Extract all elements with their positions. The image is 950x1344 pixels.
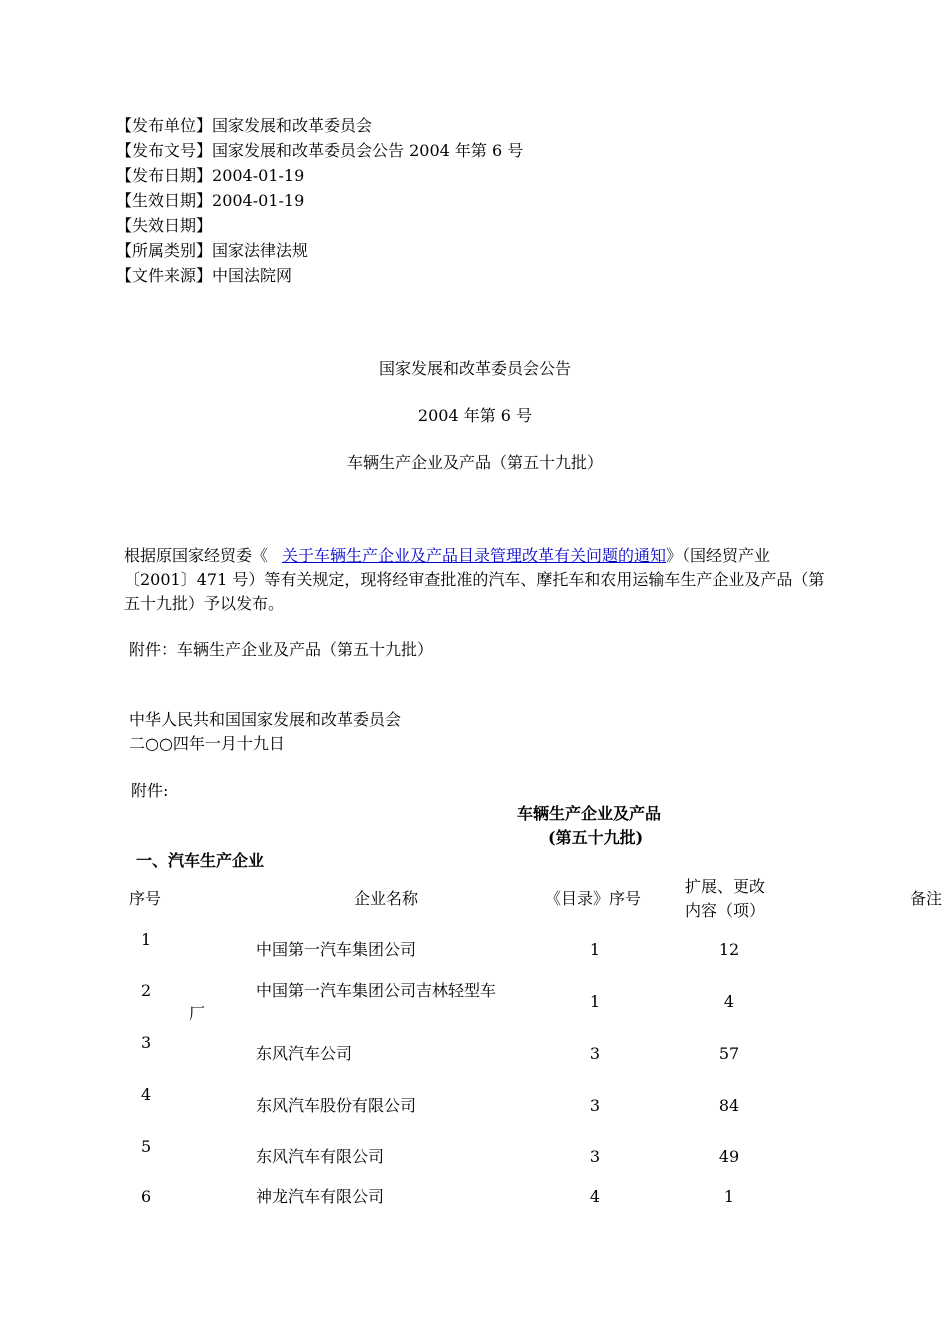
meta-label: 【发布文号】: [116, 141, 213, 160]
meta-label: 【生效日期】: [116, 191, 213, 210]
body-paragraph: [124, 544, 829, 616]
announcement-number: 2004 年第 6 号: [417, 406, 533, 425]
signature-org: 中华人民共和国国家发展和改革委员会: [129, 710, 402, 729]
meta-expiry-date: [116, 216, 212, 236]
row-extension: 49: [718, 1147, 740, 1166]
row-extension: 12: [718, 940, 740, 959]
meta-effective-date: [116, 191, 304, 211]
row-company: 神龙汽车有限公司: [256, 1187, 385, 1206]
meta-value: 国家发展和改革委员会: [212, 116, 373, 135]
header-extension-2: 内容（项）: [685, 901, 766, 920]
header-company: 企业名称: [354, 889, 419, 908]
appendix-label: 附件:: [131, 781, 169, 800]
appendix-batch: (第五十九批): [548, 828, 644, 847]
meta-doc-number: [116, 141, 523, 161]
notice-link[interactable]: 关于车辆生产企业及产品目录管理改革有关问题的通知: [282, 546, 667, 565]
header-seq: 序号: [129, 889, 162, 908]
meta-value: 国家发展和改革委员会公告 2004 年第 6 号: [212, 141, 524, 160]
meta-value: 中国法院网: [212, 266, 293, 285]
row-company: 东风汽车股份有限公司: [256, 1096, 417, 1115]
row-seq: 2: [141, 981, 152, 1000]
meta-issuer: [116, 116, 372, 136]
appendix-title: 车辆生产企业及产品: [517, 804, 662, 823]
meta-issue-date: [116, 166, 304, 186]
attachment-line: 附件：车辆生产企业及产品（第五十九批）: [129, 640, 434, 659]
row-company: 东风汽车有限公司: [256, 1147, 385, 1166]
row-catalog: 1: [589, 940, 601, 959]
row-company-cont: 厂: [189, 1004, 206, 1023]
meta-category: [116, 241, 308, 261]
row-seq: 5: [141, 1137, 152, 1156]
meta-label: 【文件来源】: [116, 266, 213, 285]
meta-source: [116, 266, 292, 286]
row-extension: 1: [723, 1187, 735, 1206]
row-catalog: 3: [589, 1044, 601, 1063]
row-catalog: 3: [589, 1096, 601, 1115]
signature-date: 二○○四年一月十九日: [129, 734, 285, 753]
paragraph-text: 》（国经贸产业〔2001〕471 号）等有关规定，现将经审查批准的汽车、摩托车和农用运输车生产企业及产品（第五十九批）予以发布。: [124, 546, 825, 613]
header-catalog: 《目录》序号: [545, 889, 642, 908]
meta-label: 【发布单位】: [116, 116, 213, 135]
row-catalog: 3: [589, 1147, 601, 1166]
meta-value: 国家法律法规: [212, 241, 309, 260]
row-company: 中国第一汽车集团公司吉林轻型车: [256, 981, 497, 1000]
section-heading: 一、汽车生产企业: [136, 851, 265, 870]
row-catalog: 1: [589, 992, 601, 1011]
row-company: 东风汽车公司: [256, 1044, 353, 1063]
row-extension: 84: [718, 1096, 740, 1115]
meta-label: 【失效日期】: [116, 216, 213, 235]
announcement-title: 国家发展和改革委员会公告: [378, 359, 571, 378]
row-seq: 6: [141, 1187, 152, 1206]
meta-value: 2004-01-19: [212, 191, 305, 210]
paragraph-text: 根据原国家经贸委《: [124, 546, 269, 565]
announcement-subject: 车辆生产企业及产品（第五十九批）: [346, 453, 603, 472]
header-extension-1: 扩展、更改: [685, 877, 766, 896]
row-extension: 4: [723, 992, 735, 1011]
row-seq: 1: [141, 930, 152, 949]
meta-label: 【发布日期】: [116, 166, 213, 185]
row-seq: 3: [141, 1033, 152, 1052]
row-catalog: 4: [589, 1187, 601, 1206]
row-extension: 57: [718, 1044, 740, 1063]
row-company: 中国第一汽车集团公司: [256, 940, 417, 959]
header-note: 备注: [910, 889, 943, 908]
meta-value: 2004-01-19: [212, 166, 305, 185]
row-seq: 4: [141, 1085, 152, 1104]
meta-label: 【所属类别】: [116, 241, 213, 260]
